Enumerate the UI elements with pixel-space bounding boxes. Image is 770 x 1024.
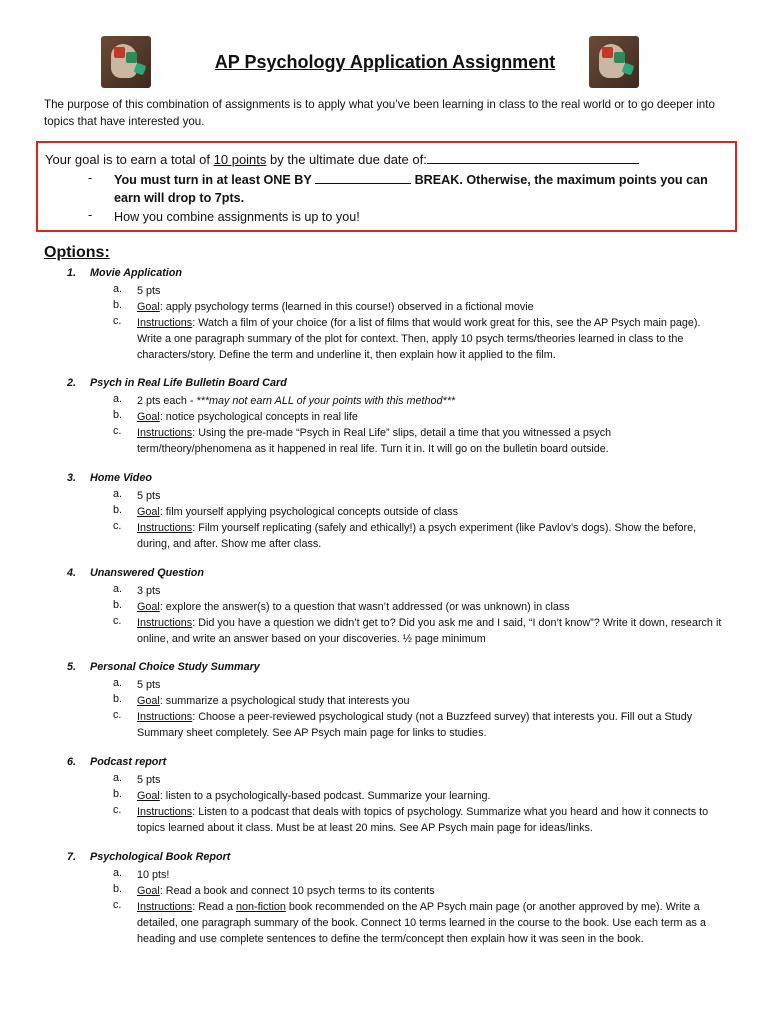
goal-statement: Your goal is to earn a total of 10 points by the ultimate due date of: <box>45 151 639 167</box>
options-heading: Options: <box>44 244 110 261</box>
page-title: AP Psychology Application Assignment <box>214 52 556 72</box>
points-note: ***may not earn ALL of your points with this method*** <box>196 395 456 407</box>
purpose-paragraph: The purpose of this combination of assignments is to apply what you’ve been learning in class to the real world or to go deeper into topics that have interested you. <box>44 98 715 128</box>
option-title: Psychological Book Report <box>90 851 231 863</box>
option-title: Movie Application <box>90 267 182 279</box>
goal-box: Your goal is to earn a total of 10 points by the ultimate due date of: - You must turn in at least ONE BY BREAK. Otherwise, the maximum points you can earn will drop to 7pts. - How you combine assignments is up to you! <box>36 141 737 232</box>
option-title: Personal Choice Study Summary <box>90 661 260 673</box>
due-date-blank <box>427 151 639 164</box>
break-blank <box>315 171 411 184</box>
assignment-page: AP Psychology Application Assignment The purpose of this combination of assignments is to apply what you’ve been learning in class to the real world or to go deeper into topics that have interested you. Your goal is to earn a total of 10 points by the ultimate due date of: - You must turn in at least ONE BY BREAK. Otherwise, the maximum points you can earn will drop to 7pts. - How you combine assignments is up to you! Options: 1. Movie Application a. 5 pts b. Goal: apply psychology terms (learned in this course!) observed in a fictional movie c. Instructions: Watch a film of your choice (for a list of films that would work great for this, see the AP Psych main page). Write a one paragraph summary of the plot for context. Then, apply 10 psych terms/theories learned in class to the characters/story. Define the term and underline it, then explain how it applied to the film. 2. Psych in Real Life Bulletin Board Card a. 2 pts each - ***may not earn ALL of your points with this method*** b. Goal: notice psychological concepts in real life c. Instructions: Using the pre-made “Psych in Real Life” slips, detail a time that you witnessed a psych term/theory/phenomena as it happened in real life. Turn it in. It will go on the bulletin board outside. 3. Home Video a. 5 pts b. Goal: film yourself applying psychological concepts outside of class c. Instructions: Film yourself replicating (safely and ethically!) a psych experiment (like Pavlov’s dogs). Show the before, during, and after. Show me after class. 4. Unanswered Question a. 3 pts b. Goal: explore the answer(s) to a question that wasn’t addressed (or was unknown) in class c. Instructions: Did you have a question we didn’t get to? Did you ask me and I said, “I don’t know”? Write it down, research it online, and write an answer based on your discoveries. ½ page minimum 5. Personal Choice Study Summary a. 5 pts b. Goal: summarize a psychological study that interests you c. Instructions: Choose a peer-reviewed psychological study (not a Buzzfeed survey) that interests you. Fill out a Study Summary sheet completely. See AP Psych main page for links to studies. 6. Podcast report a. 5 pts b. Goal: listen to a psychologically-based podcast. Summarize your learning. c. Instructions: Listen to a podcast that deals with topics of psychology. Summarize what you heard and how it connects to topics learned about it class. Must be at least 20 mins. See AP Psych main page for ideas/links. 7. Psychological Book Report a. 10 pts! b. Goal: Read a book and connect 10 psych terms to its contents c. Instructions: Read a non-fiction book recommended on the AP Psych main page (or another approved by me). Write a detailed, one paragraph summary of the book. Connect 10 terms learned in the course to the book. Use each term as a heading and use complete sentences to define the term/concept then explain how it was seen in the book. <box>0 0 770 1024</box>
option-title: Unanswered Question <box>90 567 204 579</box>
option-title: Psych in Real Life Bulletin Board Card <box>90 377 287 389</box>
option-title: Podcast report <box>90 756 167 768</box>
option-title: Home Video <box>90 472 152 484</box>
goal-points: 10 points <box>213 152 267 167</box>
